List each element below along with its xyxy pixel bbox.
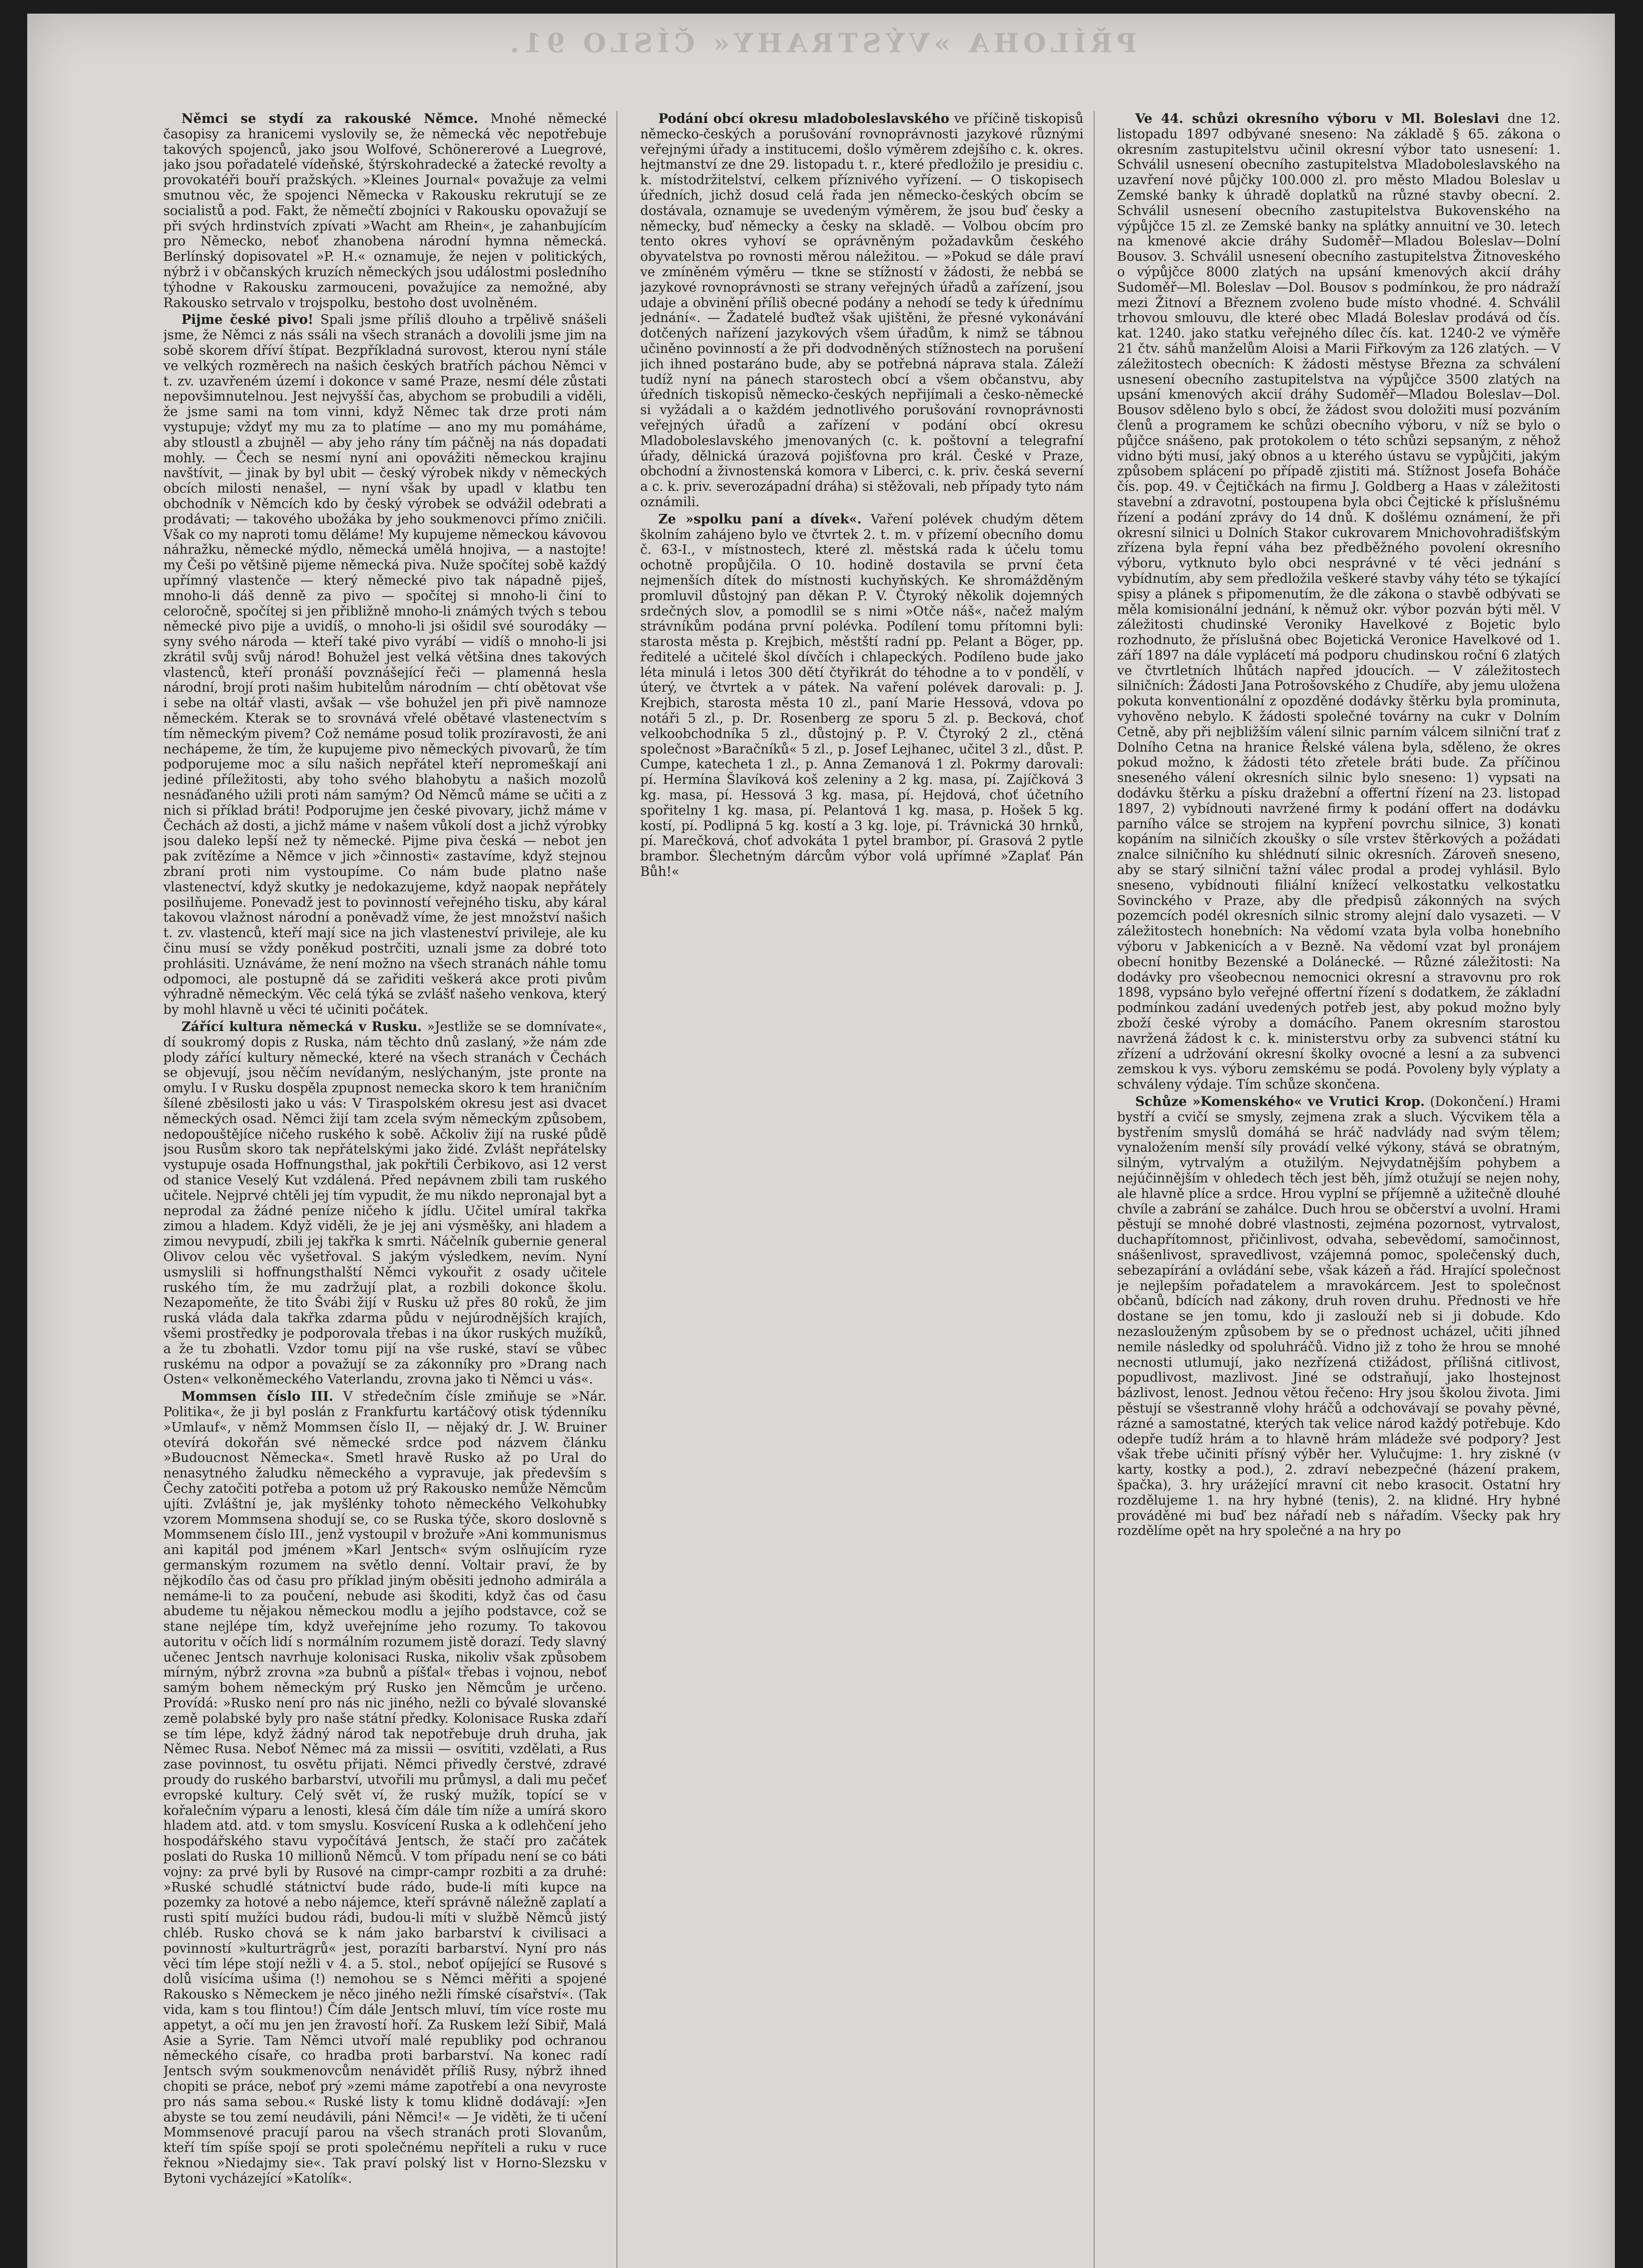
article-heading: Němci se stydí za rakouské Němce. bbox=[181, 111, 479, 126]
article-body: (Dokončení.) Hrami bystří a cvičí se smysly, zejmena zrak a sluch. Výcvikem těla a bystřením smyslů domáhá se hráč nadvlády nad svým tělem; vynaložením menší síly provádí velké výkony, stává se obratným, silným, vytrvalým a otužilým. Nejvydatnějším pohybem a nejúčinnějším v ohledech těch jest běh, jímž otužují se nejen nohy, ale hlavně plíce a srdce. Hrou vyplní se příjemně a užitečně dlouhé chvíle a zabrání se zahálce. Duch hrou se občerství a uvolní. Hrami pěstují se mnohé dobré vlastnosti, zejména pozornost, vytrvalost, duchapřítomnost, přičinlivost, odvaha, sebevědomí, samočinnost, snášenlivost, spravedlivost, vzájemná pomoc, společenský duch, sebezapírání a ovládání sebe, však kázeň a řád. Hrající společnost je nejlepším pořadatelem a mravokárcem. Jest to společnost občanů, bdících nad zákony, druh roven druhu. Přednosti ve hře dostane se jen tomu, kdo ji zaslouží neb si ji dobude. Kdo nezaslouženým způsobem by se o přednost ucházel, učiti jíhned nemile následky od spoluhráčů. Vidno již z toho že hrou se mnohé necnosti utlumují, jako nezřízená ctižádost, přílišná citlivost, popudlivost, mazlivost. Jiné se odstraňují, jako lhostejnost bázlivost, lenost. Jednou větou řečeno: Hry jsou školou života. Jimi pěstují se všestranně vlohy hráčů a odchovávají se povahy pěvné, rázné a samostatné, kterých tak velice národ každý potřebuje. Kdo odepře tudíž hrám a to hlavně hrám mládeže své podpory? Jest však třebe učiniti přísný výběr her. Vylučujme: 1. hry ziskné (v karty, kostky a pod.), 2. zdraví nebezpečné (házení prakem, špačka), 3. hry urážející mravní cit nebo krasocit. Ostatní hry rozdělujeme 1. na hry hybné (tenis), 2. na klidné. Hry hybné prováděné mi buď bez nářadí neb s nářadím. Všecky pak hry rozdělíme opět na hry společné a na hry po bbox=[1117, 1094, 1560, 1539]
article-body: V středečním čísle zmiňuje se »Nár. Politika«, že ji byl poslán z Frankfurtu kartáčový otisk týdenníku »Umlauf«, v němž Mommsen číslo II, — nějaký dr. J. W. Bruiner otevírá dokořán své německé srdce pod názvem článku »Budoucnost Německa«. Smetl hravě Rusko až po Ural do nenasytného žaludku německého a vypravuje, jak především s Čechy zatočiti potřeba a potom už prý Rakousko nemůže Němcům ujíti. Zvláštní je, jak myšlénky tohoto německého Velkohubky vzorem Mommsena shodují se, co se Ruska týče, skoro doslovně s Mommsenem číslo III., jenž vystoupil v brožuře »Ani kommunismus ani kapitál pod jménem »Karl Jentsch« svým oslňujícím ryze germanským rozumem na světlo denní. Voltair praví, že by nějkodílo čas od času pro příklad jiným oběsiti jednoho admirála a nemáme-li to za poučení, nebude asi škoditi, když čas od času abudeme tu nějakou německou modlu a jejího podstavce, což se stane nejlépe tím, když uveřejníme jeho rozumy. To takovou autoritu v očích lidí s normálním rozumem jistě dorazí. Tedy slavný učenec Jentsch navrhuje kolonisaci Ruska, nikoliv však způsobem mírným, nýbrž zrovna »za bubnů a píšťal« třebas i vojnou, neboť samým bohem německým prý Rusko jen Němcům je určeno. Provídá: »Rusko není pro nás nic jiného, nežli co bývalé slovanské země polabské byly pro naše státní předky. Kolonisace Ruska zdaří se tím lépe, když žádný národ tak nepotřebuje druh druha, jak Němec Rusa. Neboť Němec má za missii — osvítiti, vzdělati, a Rus zase povinnost, tu osvětu přijati. Němci přivedly čerstvé, zdravé proudy do ruského barbarství, utvořili mu průmysl, a dali mu pečeť evropské kultury. Celý svět ví, že ruský mužík, topící se v kořalečním výparu a lenosti, klesá čím dále tím níže a umírá skoro hladem atd. atd. v tom smyslu. Kosvícení Ruska a k odlehčení jeho hospodářského stavu vypočítává Jentsch, že stačí pro začátek poslati do Ruska 10 millionů Němců. V tom případu není se co báti vojny: za prvé byli by Rusové na cimpr-campr rozbiti a za druhé: »Ruské schudlé státnictví bude rádo, bude-li míti kupce na pozemky za hotové a nebo nájemce, kteří správně náležně zaplatí a rusti spití mužíci budou rádi, budou-li míti v službě Němců jistý chléb. Rusko chová se k nám jako barbarství k civilisaci a povinností »kulturträgrů« jest, porazíti barbarství. Nyní pro nás věci tím lépe stojí nežli v 4. a 5. stol., neboť opíjející se Rusové s dolů visícíma ušima (!) nemohou se s Němci měřiti a spojené Rakousko s Německem je něco jiného nežli římské císařství«. (Tak vida, kam s tou flintou!) Čím dále Jentsch mluví, tím více roste mu appetyt, a očí mu jen jen žravostí hoří. Za Ruskem leží Sibiř, Malá Asie a Syrie. Tam Němci utvoří malé republiky pod ochranou německého císaře, co hradba proti barbarství. Na konec radí Jentsch svým soukmenovcům nenávidět příliš Rusy, nýbrž ihned chopiti se práce, neboť prý »zemi máme zapotřebí a ona nevyroste pro nás sama sebou.« Ruské listy k tomu klidně dodávají: »Jen abyste se tou zemí neudávili, páni Němci!« — Je viděti, že ti učení Mommsenové pracují parou na všech stranách proti Slovanům, kteří tím spíše spojí se proti společnému nepříteli a ruku v ruce řeknou »Niedajmy sie«. Tak praví polský list v Horno-Slezsku v Bytoni vycházející »Katolík«. bbox=[163, 1389, 607, 2186]
article-nemci bbox=[163, 111, 606, 310]
newspaper-page bbox=[27, 14, 1615, 2268]
article-heading: Mommsen číslo III. bbox=[181, 1388, 333, 1404]
article-komenskeho bbox=[1117, 1094, 1560, 1539]
article-body: dne 12. listopadu 1897 odbývané sneseno: Na základě § 65. zákona o okresním zastupitelstvu učinil okresní výbor tato usnesení: 1. Schválil usnesení obecního zastupitelstva Mladoboleslavského na uzavření nové půjčky 100.000 zl. pro město Mladou Boleslav u Zemské banky k úhradě doplatků na různé stavby obecní. 2. Schválil usnesení obecního zastupitelstva Bukovenského na výpůjčce 15 zl. ze Zemské banky na splátky annuitní ve 30. letech na kmenové akcie dráhy Sudoměř—Mladou Boleslav—Dolní Bousov. 3. Schválil usnesení obecního zastupitelstva Žitnoveského o výpůjčce 8000 zlatých na upsání kmenových akcií dráhy Sudoměř—Ml. Boleslav —Dol. Bousov s podmínkou, že pro nádraží mezi Žitnoví a Březnem zvoleno bude místo vhodné. 4. Schválil trhovou smlouvu, dle které obec Mladá Boleslav prodává od čís. kat. 1240. jako statku veřejného dílec čís. kat. 1240-2 ve výměře 21 čtv. sáhů manželům Aloisi a Marii Fiřkovým za 126 zlatých. — V záležitostech obecních: K žádosti městyse Března za schválení usnesení obecního zastupitelstva na výpůjčce 3500 zlatých na upsání kmenových akcií dráhy Sudoměř—Mladou Boleslav—Dol. Bousov sděleno bylo s obcí, že žádost svou doložiti musí pozváním členů a programem ke schůzi obecního výboru, v níž se bylo o půjčce snášeno, pak protokolem o této schůzi sepsaným, z něhož vidno býti musí, jaký obnos a u kterého ústavu se vypůjčiti, jakým způsobem splácení po případě zjistiti má. Stížnost Josefa Boháče čís. pop. 49. v Čejtičkách na firmu J. Goldberg a Haas v záležitosti stavební a zdravotní, postoupena byla obci Čejtické k příslušnému řízení a podání zprávy do 14 dnů. K došlému oznámení, že při okresní silnici u Dolních Stakor cukrovarem Mnichovohradišťským zřízena byla řepní váha bez předběžného povolení okresního výboru, vytknuto bylo obci nesprávné v té věci jednání s vybídnutím, aby sem předložila veškeré stavby váhy této se týkající spisy a plánek s připomenutím, že dle zákona o stavbě odbývati se měla komisionální jednání, k němuž okr. výbor pozván býti měl. V záležitosti chudinské Veroniky Havelkové z Bojetic bylo rozhodnuto, že příslušná obec Bojetická Veronice Havelkové od 1. září 1897 na dále vyplácetí má podporu chudinskou roční 6 zlatých ve čtvrtletních lhůtách napřed jdoucích. — V záležitostech silničních: Žádosti Jana Potrošovského z Chudíře, aby jemu uložena pokuta konventionální z opozděné dodávky štěrku byla prominuta, vyhověno nebylo. K žádosti společné továrny na cukr v Dolním Cetně, aby při nejbližším válení silnic parním válcem silniční trať z Dolního Cetna na hranice Řelské válena byla, sděleno, že okres pokud možno, k žádosti této zřetele bráti bude. Za příčinou sneseného válení okresních silnic bylo sneseno: 1) vypsati na dodávku štěrku a písku dražební a offertní řízení na 23. listopad 1897, 2) vybídnouti navržené firmy k podání offert na dodávku parního válce se strojem na kypření povrchu silnice, 3) konati kopáním na silničích zkoušky o síle vrstev štěrkových a požádati znalce silničního ku shlédnutí silnic okresních. Zároveň sneseno, aby se starý silniční tažní válec prodal a prodej vyhlásil. Bylo sneseno, vybídnouti filiální knížecí velkostatku velkostatku Sovinckého v Praze, aby dle předpisů zákonných na svých pozemcích podél okresních silnic stromy alejní dalo vysazeti. — V záležitostech honebních: Na vědomí vzata byla volba honebního výboru v Jabkenicích a v Bezně. Na vědomí vzat byl pronájem obecní honitby Bezenské a Dolánecké. — Různé záležitosti: Na dodávky pro všeobecnou nemocnici okresní a stravovnu pro rok 1898, vypsáno bylo veřejné offertní řízení s dodatkem, že základní podmínkou zadání uvedených potřeb jest, aby pokud možno byly zboží české výroby a domácího. Panem okresním starostou navržená žádost k c. k. ministerstvu orby za subvenci státní ku zřízení a udržování okresní školky ovocné a lesní a za subvenci zemskou k vys. výboru zemskému se podá. Povoleny byly výplaty a schváleny výdaje. Tím schůze skončena. bbox=[1117, 111, 1560, 1092]
article-body: Vaření polévek chudým dětem školním zahájeno bylo ve čtvrtek 2. t. m. v přízemí obecního domu č. 63-I., v místnostech, které zl. městská rada k účelu tomu ochotně propůjčila. O 10. hodině dostavila se první četa nejmenších dítek do místnosti kuchyňských. Ke shromážděným promluvil důstojný pan děkan P. V. Čtyroký několik dojemných srdečných slov, a pomodlil se s nimi »Otče náš«, načež malým strávníkům podána první polévka. Podílení tomu přítomni byli: starosta města p. Krejbich, městští radní pp. Pelant a Böger, pp. ředitelé a učitelé škol dívčích i chlapeckých. Podíleno bude jako léta minulá i letos 300 dětí čtyřikrát do téhodne a to v pondělí, v úterý, ve čtvrtek a v pátek. Na vaření polévek darovali: p. J. Krejbich, starosta města 10 zl., paní Marie Hessová, vdova po notáři 5 zl., p. Dr. Rosenberg ze sporu 5 zl. p. Becková, choť velkoobchodníka 5 zl., důstojný p. P. V. Čtyroký 2 zl., ctěná společnost »Baračníků« 5 zl., p. Josef Lejhanec, učitel 3 zl., důst. P. Cumpe, katecheta 1 zl., p. Anna Zemanová 1 zl. Pokrmy darovali: pí. Hermína Šlavíková koš zeleniny a 2 kg. masa, pí. Zajíčková 3 kg. masa, pí. Hessová 3 kg. masa, pí. Hejdová, choť účetního spořitelny 1 kg. masa, pí. Pelantová 1 kg. masa, p. Hošek 5 kg. kostí, pí. Podlipná 5 kg. kostí a 3 kg. loje, pí. Trávnická 30 hrnků, pí. Marečková, choť advokáta 1 pytel brambor, pí. Grasová 2 pytle brambor. Šlechetným dárcům výbor volá upřímné »Zaplať Pán Bůh!« bbox=[640, 511, 1084, 880]
article-heading: Ze »spolku paní a dívek«. bbox=[658, 511, 862, 527]
column-2 bbox=[640, 111, 1094, 2268]
article-body: Spali jsme příliš dlouho a trpělivě snášeli jsme, že Němci z nás ssáli na všech stranách a dovolili jsme jim na sobě skorem dříví štípat. Bezpříkladná surovost, kterou nyní stále ve velkých rozměrech na našich českých bratřích páchou Němci v t. zv. uzavřeném území i dokonce v samé Praze, nesmí déle zůstati nepovšimnutelnou. Jest nejvyšší čas, abychom se probudili a viděli, že jsme sami na tom vinni, když Němec tak drze proti nám vystupuje; vždyť my mu za to platíme — ano my mu pomáháme, aby stloustl a zbujněl — aby jeho rány tím páčněj na nás dopadati mohly. — Čech se nesmí nyní ani opovážiti německou krajinu navštívit, — jinak by byl ubit — český výrobek nikdy v německých obcích milosti nenašel, — nyní však by upadl v klatbu ten obchodník v Němcích kdo by český výrobek se odvážil odebrati a prodávati; — takového ubožáka by jeho soukmenovci přímo zničili. Však co my naproti tomu děláme! My kupujeme německou kávovou náhražku, německé mýdlo, německá umělá hnojiva, — a nastojte! my Češi po většině pijeme německá piva. Nuže spočítej sobě každý upřímný vlastenče — který německé pivo tak nápadně piješ, mnoho-li dáš denně za pivo — spočítej si mnoho-li činí to celoročně, spočítej si jen přibližně mnoho-li známých tvých s tebou německé pivo pije a uvidíš, o mnoho-li jsi ošidil své sourodáky — syny svého národa — kteří také pivo vyrábí — vidíš o mnoho-li jsi zkrátil svůj svůj národ! Bohužel jest velká většina dnes takových vlastenců, kteří pronáší povznášející řeči — plamenná hesla národní, brojí proti našim hubitelům národním — chtí obětovat vše i sebe na oltář vlasti, avšak — vše bohužel jen při pivě namnoze německém. Kterak se to srovnává vřelé obětavé vlastenectvím s tím německým pivem? Což nemáme posud tolik prozíravosti, že ani nechápeme, že tím, že kupujeme pivo německých pivovarů, že tím podporujeme moc a sílu našich nepřátel kteří nepromeškají ani jediné příležitosti, aby toho svého blahobytu a našich mozolů nesnáďaného užili proti nám samým? Od Němců máme se učiti a z nich si příklad bráti! Podporujme jen české pivovary, jichž máme v Čechách až dosti, a jichž máme v našem vůkolí dost a jichž výrobky jsou daleko lepší než ty německé. Pijme piva česká — nebot jen pak zvítězíme a Němce v jich »činnosti« zastavíme, když stejnou zbraní proti nim vystoupíme. Co nám bude platno naše vlastenectví, když skutky je nedokazujeme, když naopak nepřátely posilňujeme. Ponevadž jest to povinností veřejného tisku, aby káral takovou vlažnost národní a poněvadž víme, že jest množství našich t. zv. vlastenců, kteří mají sice na jich vlasteneství privileje, ale ku činu musí se vždy poněkud postrčiti, uznali jsme za dobré toto prohlásiti. Uznáváme, že není možno na všech stranách náhle tomu odpomoci, ale postupně dá se zařiditi veškerá akce proti pivům výhradně německým. Věc celá týká se zvlášť našeho venkova, který by mohl hlavně u věci té učiniti počátek. bbox=[163, 312, 607, 1017]
article-body: ve příčině tiskopisů německo-českých a porušování rovnoprávnosti jazykové různými veřejnými úřady a institucemi, došlo výměrem zdejšího c. k. okres. hejtmanství ze dne 29. listopadu t. r., které předložilo je presidiu c. k. místodržitelství, celkem příznivého vyřízení. — O tiskopisech úředních, jichž dosud celá řada jen německo-českých obcím se dostávala, oznamuje se uvedeným výměrem, že jsou buď česky a německy, buď německy a česky na skladě. — Volbou obcím pro tento okres vyhoví se oprávněným požadavkům českého obyvatelstva po rovnosti měrou náležitou. — »Pokud se dále praví ve zmíněném výměru — tkne se stížností v žádosti, že nebbá se jazykové rovnoprávnosti se strany veřejných úřadů a zařízení, jsou udaje a obvinění příliš obecné podány a nehodí se tedy k úřednímu jednání«. — Žadatelé buďtež však ujištěni, že přesné vykonávání dotčených nařízení jazykových všem úřadům, k nimž se tábnou učiněno povinností a že při dodvodněných stížnostech na porušení jich ihned postaráno bude, aby se potřebná náprava stala. Záleží tudíž nyní na pánech starostech obcí a všem občanstvu, aby úředních tiskopisů německo-českých nepřijímali a česko-německé si vyžádali a o každém jednotlivého porušování rovnoprávnosti veřejných úřadů a zařízení v podání obcí okresu Mladoboleslavského jmenovaných (c. k. poštovní a telegrafní úřady, dělnická úrazová pojišťovna pro král. České v Praze, obchodní a živnostenská komora v Liberci, c. k. priv. česká severní a c. k. priv. severozápadní dráha) si stěžovali, neb případy tyto nám oznámili. bbox=[640, 111, 1084, 509]
article-schuze44 bbox=[1117, 111, 1560, 1092]
column-1 bbox=[163, 111, 617, 2268]
article-heading: Pijme české pivo! bbox=[181, 312, 314, 327]
article-spolek bbox=[640, 512, 1083, 880]
article-mommsen bbox=[163, 1389, 606, 2186]
article-heading: Podání obcí okresu mladoboleslavského bbox=[658, 111, 949, 126]
column-3 bbox=[1117, 111, 1560, 2268]
article-heading: Schůze »Komenského« ve Vrutici Krop. bbox=[1135, 1094, 1425, 1109]
article-podani bbox=[640, 111, 1083, 510]
article-body: Mnohé německé časopisy za hranicemi vyslovily se, že německá věc nepotřebuje takových spojenců, jako jsou Wolfové, Schönererové a Luegrové, jako jsou pořadatelé vídeňské, štýrskohradecké a žatecké revolty a provokatéři bouří pražských. »Kleines Journal« považuje za velmi smutnou věc, že spojenci Německa v Rakousku rekrutují se ze socialistů a pod. Fakt, že němečtí zbojníci v Rakousku opovažují se při svých hrdinstvích zpívati »Wacht am Rhein«, je zahanbujícím pro Německo, neboť zhanobena národní hymna německá. Berlínský dopisovatel »P. H.« oznamuje, že nejen v politických, nýbrž i v občanských kruzích německých jsou událostmi posledního týhodne v Rakousku zarmouceni, považujíce za nemožné, aby Rakousko setrvalo v trojspolku, bestoho dost uvolněném. bbox=[163, 111, 607, 310]
article-body: »Jestliže se se domnívate«, dí soukromý dopis z Ruska, nám těchto dnů zaslaný, »že nám zde plody zářící kultury německé, které na všech stranách v Čechách se objevují, jsou něčím nevídaným, neslýchaným, jste pronte na omylu. I v Rusku dospěla zpupnost nemecka skoro k tem hraničním šílené zběsilosti jako u vás: V Tiraspolském okresu jest asi dvacet německých osad. Němci žijí tam zcela svým německým způsobem, nedopouštějíce ničeho ruského k sobě. Ačkoliv žijí na ruské půdě jsou Rusům skoro tak nepřátelskými jako židé. Zvlášt nepřátelsky vystupuje osada Hoffnungsthal, jak pokřtili Čerbikovo, asi 12 verst od stanice Veselý Kut vzdálená. Před nepávnem zbili tam ruského učitele. Nejprvé chtěli jej tím vypudit, že mu nikdo nepronajal byt a neprodal za žádné peníze ničeho k jídlu. Učitel umíral takřka zimou a hladem. Když viděli, že je jej ani výsměšky, ani hladem a zimou nevypudí, zbili jej takřka k smrti. Náčelník gubernie general Olivov celou věc vyšetřoval. S jakým výsledkem, nevím. Nyní usmyslili si hoffnungsthalští Němci vykouřit z osady učitele ruského tím, že mu zadržují plat, a rozbili dokonce školu. Nezapomeňte, že tito Švábi žijí v Rusku už přes 80 roků, že jim ruská vláda dala takřka zdarma půdu v nejúrodnějších krajích, všemi prostředky je podporovala třebas i na úkor ruských mužíků, a že tu zbohatli. Vzdor tomu pijí na vše ruské, staví se vůbec ruskému na odpor a považují se za zákonníky pro »Drang nach Osten« velkoněmeckého Vaterlandu, zrovna jako ti Němci u vás«. bbox=[163, 1019, 607, 1387]
show-through-text: PŘÍLOHA »VÝSTRAHY« ČÍSLO 91. bbox=[505, 28, 1137, 59]
article-pivo bbox=[163, 312, 606, 1017]
text-columns bbox=[163, 111, 1560, 2268]
article-heading: Zářící kultura německá v Rusku. bbox=[181, 1019, 422, 1035]
article-heading: Ve 44. schůzi okresního výboru v Ml. Boleslavi bbox=[1135, 111, 1500, 126]
article-kultura bbox=[163, 1019, 606, 1387]
